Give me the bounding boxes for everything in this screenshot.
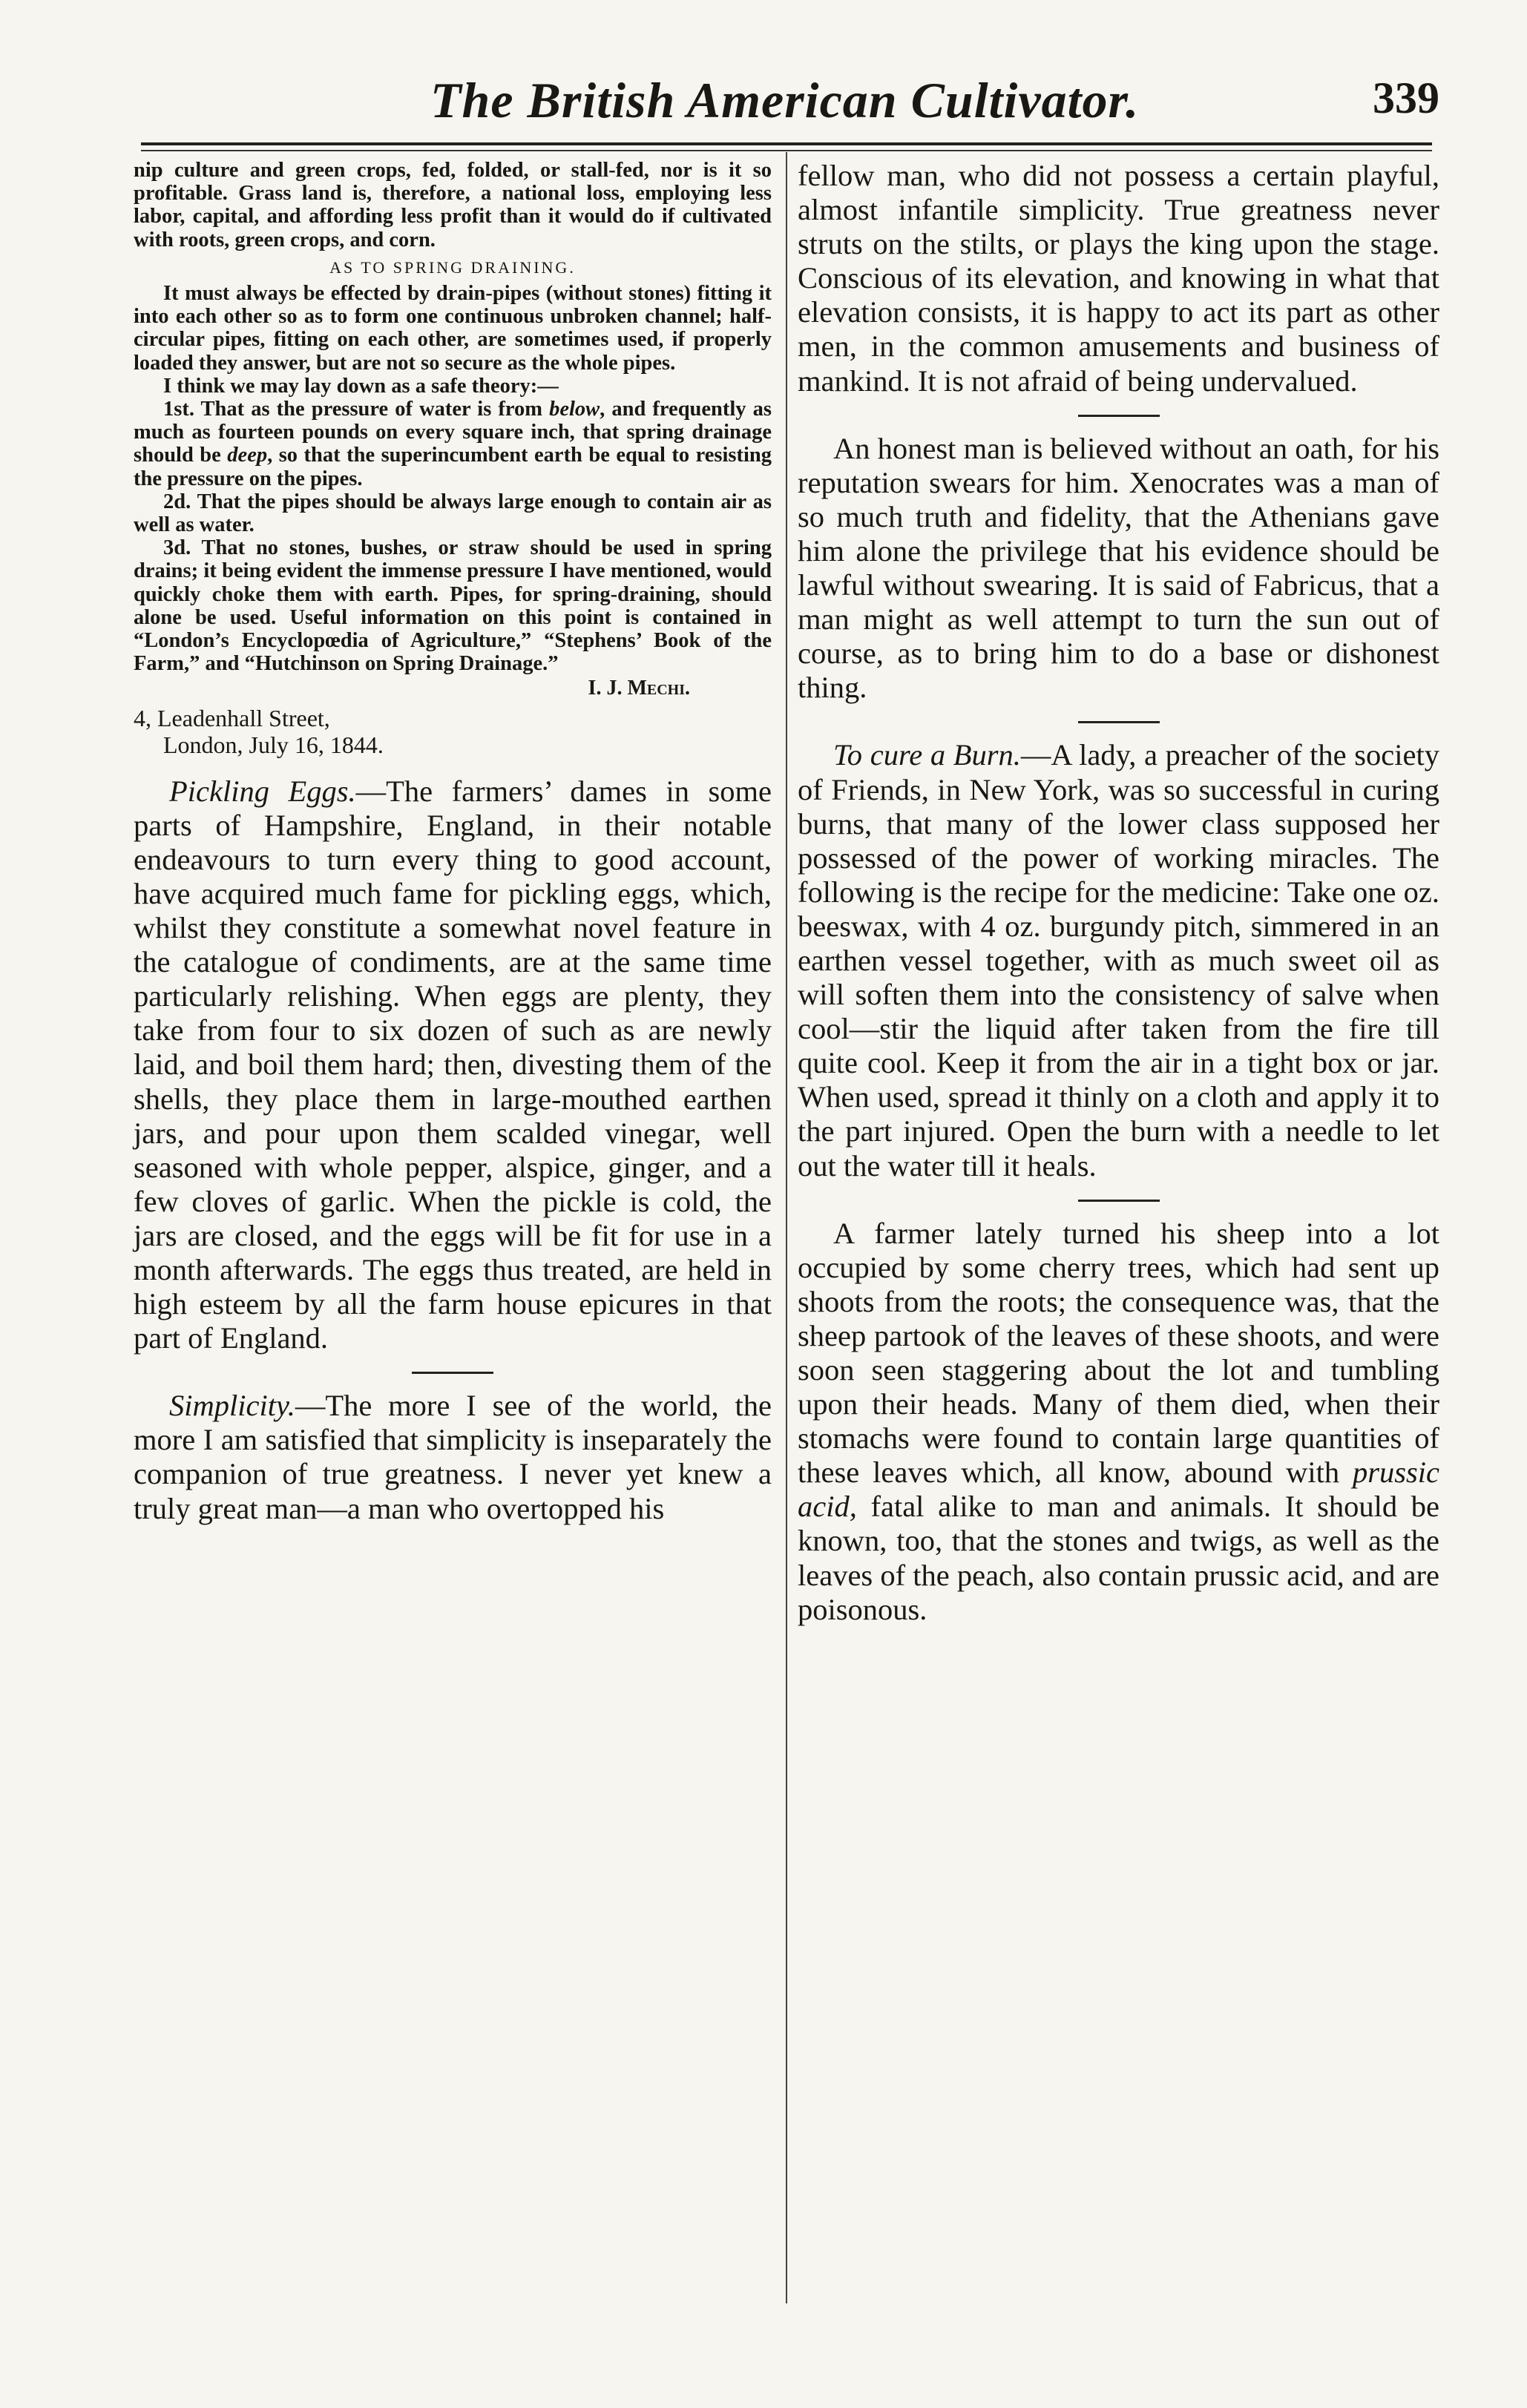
- simplicity-paragraph: Simplicity.—The more I see of the world, the more I am satisfied that simplicity is inseparately the companion of true greatness. I never yet knew a truly great man—a man who overtopped his: [134, 1389, 772, 1525]
- subhead-spring-draining: AS TO SPRING DRAINING.: [329, 257, 576, 277]
- right-column: [798, 159, 1439, 1627]
- address-line-2: London, July 16, 1844.: [163, 731, 384, 758]
- paragraph-theory: I think we may lay down as a safe theory:—: [163, 374, 559, 398]
- address-line-1: 4, Leadenhall Street,: [134, 704, 330, 731]
- separator-rule: [1078, 721, 1160, 723]
- separator-rule: [1078, 1200, 1160, 1202]
- column-divider: [786, 152, 787, 2303]
- sheep-article: [798, 1217, 1439, 1627]
- honest-man-article: [798, 432, 1439, 705]
- paragraph-pipes: It must always be effected by drain-pipes (without stones) fitting it into each other so as to form one continuous unbroken channel; half-circular pipes, fitting on each other, are sometimes used, if properly loaded they answer, but are not so secure as the whole pipes.: [134, 282, 772, 375]
- cure-burn-paragraph: To cure a Burn.—A lady, a preacher of the society of Friends, in New York, was so successful in curing burns, that many of the lower class supposed her possessed of the power of working miracles. The following is the recipe for the medicine: Take one oz. beeswax, with 4 oz. burgundy pitch, simmered in an earthen vessel together, with as much sweet oil as will soften them into the consistency of salve when cool—stir the liquid after taken from the fire till quite cool. Keep it from the air in a tight box or jar. When used, spread it thinly on a cloth and apply it to the part injured. Open the burn with a needle to let out the water till it heals.: [798, 738, 1439, 1182]
- left-column: [134, 159, 772, 1526]
- drainage-article: [134, 159, 772, 700]
- cure-burn-article: [798, 738, 1439, 1182]
- intro-continuation: nip culture and green crops, fed, folded, or stall-fed, nor is it so profitable. Grass land is, therefore, a national loss, employing less labor, capital, and affording less profit than it would do if cultivated with roots, green crops, and corn.: [134, 159, 772, 251]
- running-title: The British American Cultivator.: [430, 72, 1140, 128]
- separator-rule: [1078, 415, 1160, 417]
- pickling-eggs-heading: Pickling Eggs.: [169, 774, 356, 808]
- simplicity-continuation-text: fellow man, who did not possess a certain playful, almost infantile simplicity. True greatness never struts on the stilts, or plays the king upon the stage. Conscious of its elevation, and knowing in what that elevation consists, it is happy to act its part as other men, in the common amusements and business of mankind. It is not afraid of being undervalued.: [798, 159, 1439, 398]
- point-third: 3d. That no stones, bushes, or straw should be used in spring drains; it being evident the immense pressure I have mentioned, would quickly choke them with earth. Pipes, for spring-draining, should alone be used. Useful information on this point is contained in “London’s Encyclopœdia of Agriculture,” “Stephens’ Book of the Farm,” and “Hutchinson on Spring Drainage.”: [134, 536, 772, 676]
- address: [134, 705, 772, 758]
- simplicity-article: [134, 1389, 772, 1525]
- cure-burn-heading: To cure a Burn.: [833, 738, 1021, 772]
- header-rule-top: [141, 142, 1432, 145]
- point-first: 1st. That as the pressure of water is from below, and frequently as much as fourteen pounds on every square inch, that spring drainage should be deep, so that the superincumbent earth be equal to resisting the pressure on the pipes.: [134, 398, 772, 490]
- separator-rule: [412, 1372, 493, 1374]
- honest-man-paragraph: An honest man is believed without an oath, for his reputation swears for him. Xenocrates was a man of so much truth and fidelity, that the Athenians gave him alone the privilege that his evidence should be lawful without swearing. It is said of Fabricus, that a man might as well attempt to turn the sun out of course, as to bring him to do a base or dishonest thing.: [798, 431, 1439, 705]
- signature: I. J. Mechi.: [588, 677, 690, 700]
- page-header: [141, 65, 1439, 147]
- page-number: 339: [1373, 73, 1439, 122]
- header-rule-bottom: [141, 150, 1432, 151]
- pickling-eggs-article: [134, 774, 772, 1356]
- pickling-eggs-paragraph: Pickling Eggs.—The farmers’ dames in some parts of Hampshire, England, in their notable endeavours to turn every thing to good account, have acquired much fame for pickling eggs, which, whilst they constitute a somewhat novel feature in the catalogue of condiments, are at the same time particularly relishing. When eggs are plenty, they take from four to six dozen of such as are newly laid, and boil them hard; then, divesting them of the shells, they place them in large-mouthed earthen jars, and pour upon them scalded vinegar, well seasoned with whole pepper, alspice, ginger, and a few cloves of garlic. When the pickle is cold, the jars are closed, and the eggs will be fit for use in a month afterwards. The eggs thus treated, are held in high esteem by all the farm house epicures in that part of England.: [134, 774, 772, 1355]
- point-second: 2d. That the pipes should be always large enough to contain air as well as water.: [134, 490, 772, 537]
- simplicity-continuation: [798, 159, 1439, 398]
- simplicity-heading: Simplicity.: [169, 1389, 295, 1423]
- sheep-paragraph: A farmer lately turned his sheep into a lot occupied by some cherry trees, which had sent up shoots from the roots; the consequence was, that the sheep partook of the leaves of these shoots, and were soon seen staggering about the lot and tumbling upon their heads. Many of them died, when their stomachs were found to contain large quantities of these leaves which, all know, abound with prussic acid, fatal alike to man and animals. It should be known, too, that the stones and twigs, as well as the leaves of the peach, also contain prussic acid, and are poisonous.: [798, 1216, 1439, 1626]
